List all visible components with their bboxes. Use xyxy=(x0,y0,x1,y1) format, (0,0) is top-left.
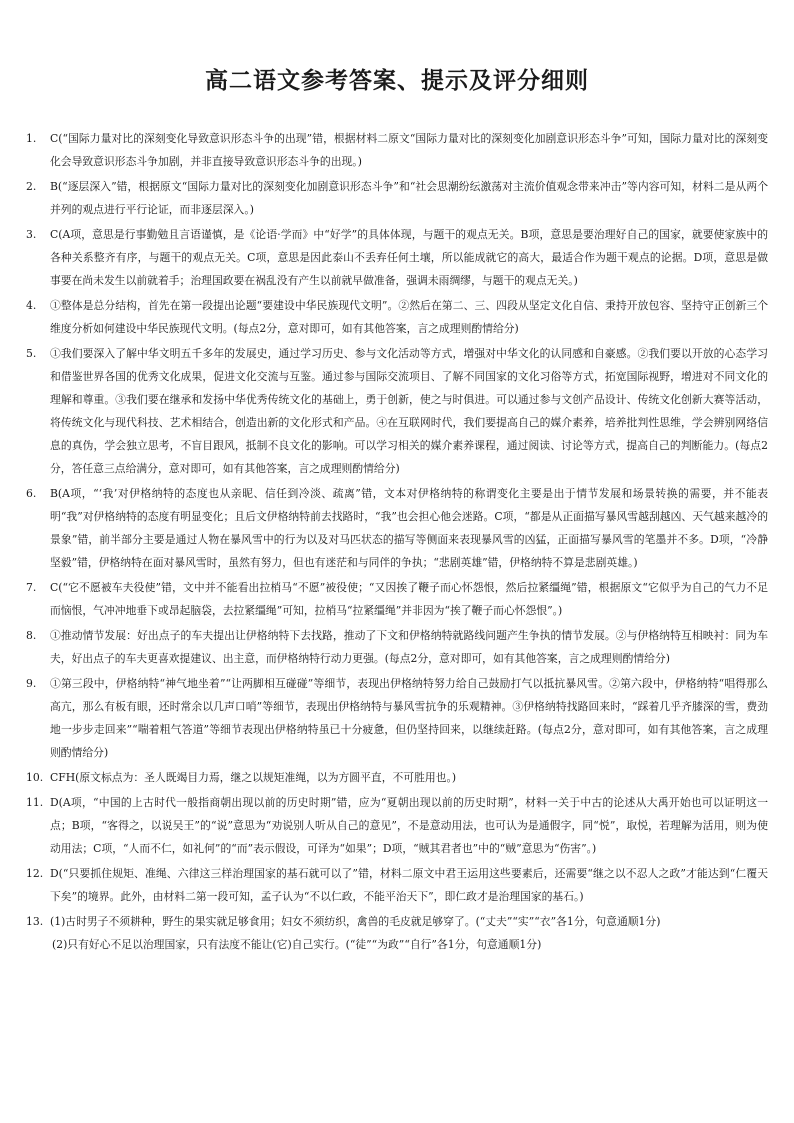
item-text-part-1: (1)古时男子不须耕种，野生的果实就足够食用；妇女不须纺织，禽兽的毛皮就足够穿了。(“丈夫”“实”“衣”各1分，句意通顺1分) xyxy=(50,915,661,928)
item-text: C(“国际力量对比的深刻变化导致意识形态斗争的出现”错，根据材料二原文“国际力量对比的深刻变化加剧意识形态斗争”可知，国际力量对比的深刻变化会导致意识形态斗争加剧，并非直接导致意识形态斗争的出现。) xyxy=(50,132,768,168)
answer-item-10 xyxy=(26,766,768,789)
answer-item-2 xyxy=(26,175,768,221)
answer-item-9 xyxy=(26,672,768,764)
item-text: B(“逐层深入”错，根据原文“国际力量对比的深刻变化加剧意识形态斗争”和“社会思潮纷纭激荡对主流价值观念带来冲击”等内容可知，材料二是从两个并列的观点进行平行论证，而非逐层深入。) xyxy=(50,180,768,216)
answer-item-4 xyxy=(26,294,768,340)
page-title: 高二语文参考答案、提示及评分细则 xyxy=(205,68,589,94)
answer-item-6 xyxy=(26,482,768,574)
answer-item-13 xyxy=(26,910,768,956)
item-text: C(“它不愿被车夫役使”错，文中并不能看出拉梢马“不愿”被役使；“又因挨了鞭子而心怀怨恨，然后拉紧缰绳”错，根据原文“它似乎为自己的气力不足而恼恨，气冲冲地垂下或昂起脑袋，去拉紧缰绳”可知，拉梢马“拉紧缰绳”并非因为“挨了鞭子而心怀怨恨”。) xyxy=(50,581,768,617)
item-number: 6. xyxy=(26,487,37,500)
item-number: 8. xyxy=(26,629,37,642)
item-number: 12. xyxy=(26,867,44,880)
item-number: 11. xyxy=(26,796,44,809)
item-number: 5. xyxy=(26,347,37,360)
answer-item-1 xyxy=(26,127,768,173)
answer-item-12 xyxy=(26,862,768,908)
answer-item-7 xyxy=(26,576,768,622)
answer-item-3 xyxy=(26,223,768,292)
item-number: 10. xyxy=(26,771,44,784)
item-text: ①整体是总分结构，首先在第一段提出论题“要建设中华民族现代文明”。②然后在第二、三、四段从坚定文化自信、秉持开放包容、坚持守正创新三个维度分析如何建设中华民族现代文明。(每点2分，意对即可，如有其他答案，言之成理则酌情给分) xyxy=(50,299,768,335)
item-text: ①推动情节发展：好出点子的车夫提出让伊格纳特下去找路，推动了下文和伊格纳特就路线问题产生争执的情节发展。②与伊格纳特互相映衬：同为车夫，好出点子的车夫更喜欢提建议、出主意，而伊格纳特行动力更强。(每点2分，意对即可，如有其他答案，言之成理则酌情给分) xyxy=(50,629,768,665)
item-number: 3. xyxy=(26,228,37,241)
item-text: B(A项，“‘我’对伊格纳特的态度也从亲昵、信任到冷淡、疏离”错，文本对伊格纳特的称谓变化主要是出于情节发展和场景转换的需要，并不能表明“我”对伊格纳特的态度有明显变化；且后文伊格纳特前去找路时，“我”也会担心他会迷路。C项，“都是从正面描写暴风雪越刮越凶、天气越来越冷的景象”错，前半部分主要是通过人物在暴风雪中的行为以及对马匹状态的描写等侧面来表现暴风雪的凶猛，正面描写暴风雪的笔墨并不多。D项，“冷静坚毅”错，伊格纳特在面对暴风雪时，虽然有努力，但也有迷茫和与同伴的争执；“悲剧英雄”错，伊格纳特不算是悲剧英雄。) xyxy=(50,487,768,569)
item-number: 9. xyxy=(26,677,37,690)
answer-item-11 xyxy=(26,791,768,860)
item-number: 7. xyxy=(26,581,37,594)
item-number: 4. xyxy=(26,299,37,312)
item-number: 1. xyxy=(26,132,37,145)
item-number: 2. xyxy=(26,180,37,193)
item-number: 13. xyxy=(26,915,44,928)
item-text: C(A项，意思是行事勤勉且言语谨慎，是《论语·学而》中“好学”的具体体现，与题干的观点无关。B项，意思是要治理好自己的国家，就要使家族中的各种关系整齐有序，与题干的观点无关。C项，意思是因此泰山不丢弃任何土壤，所以能成就它的高大，最适合作为题干观点的论据。D项，意思是做事要在尚未发生以前就着手；治理国政要在祸乱没有产生以前就早做准备，强调未雨绸缪，与题干的观点无关。) xyxy=(50,228,768,287)
item-text: D(“只要抓住规矩、准绳、六律这三样治理国家的基石就可以了”错，材料二原文中君王运用这些要素后，还需要“继之以不忍人之政”才能达到“仁覆天下矣”的境界。此外，由材料二第一段可知，孟子认为“不以仁政，不能平治天下”，即仁政才是治理国家的基石。) xyxy=(50,867,768,903)
item-text: ①第三段中，伊格纳特“神气地坐着”“让两脚相互碰碰”等细节，表现出伊格纳特努力给自己鼓励打气以抵抗暴风雪。②第六段中，伊格纳特“唱得那么高亢，那么有板有眼，还时常余以几声口哨”等细节，表现出伊格纳特与暴风雪抗争的乐观精神。③伊格纳特找路回来时，“踩着几乎齐膝深的雪，费劲地一步步走回来”“喘着粗气答道”等细节表现出伊格纳特虽已十分疲惫，但仍坚持回来，以继续赶路。(每点2分，意对即可，如有其他答案，言之成理则酌情给分) xyxy=(50,677,768,759)
item-text: D(A项，“中国的上古时代一般指商朝出现以前的历史时期”错，应为“夏朝出现以前的历史时期”，材料一关于中古的论述从大禹开始也可以证明这一点；B项，“客得之，以说吴王”的“说”意思为“劝说别人听从自己的意见”，不是意动用法，也可认为是通假字，同“悦”，取悦，若理解为活用，则为使动用法；C项，“人而不仁，如礼何”的“而”表示假设，可译为“如果”；D项，“贼其君者也”中的“贼”意思为“伤害”。) xyxy=(50,796,768,855)
item-text-part-2: (2)只有好心不足以治理国家，只有法度不能让(它)自己实行。(“徒”“为政”“自行”各1分，句意通顺1分) xyxy=(52,938,542,951)
item-text: CFH(原文标点为：圣人既竭目力焉，继之以规矩准绳，以为方圆平直，不可胜用也。) xyxy=(50,771,457,784)
answer-item-5 xyxy=(26,342,768,480)
answer-list xyxy=(26,127,768,958)
item-text: ①我们要深入了解中华文明五千多年的发展史，通过学习历史、参与文化活动等方式，增强对中华文化的认同感和自豪感。②我们要以开放的心态学习和借鉴世界各国的优秀文化成果，促进文化交流与互鉴。通过参与国际交流项目、了解不同国家的文化习俗等方式，拓宽国际视野，增进对不同文化的理解和尊重。③我们要在继承和发扬中华优秀传统文化的基础上，勇于创新，使之与时俱进。可以通过参与文创产品设计、传统文化创新大赛等活动，将传统文化与现代科技、艺术相结合，创造出新的文化形式和产品。④在互联网时代，我们要提高自己的媒介素养，培养批判性思维，学会辨别网络信息的真伪，学会独立思考，不盲目跟风，抵制不良文化的影响。可以学习相关的媒介素养课程，通过阅读、讨论等方式，提高自己的判断能力。(每点2分，答任意三点给满分，意对即可，如有其他答案，言之成理则酌情给分) xyxy=(50,347,768,475)
answer-item-8 xyxy=(26,624,768,670)
